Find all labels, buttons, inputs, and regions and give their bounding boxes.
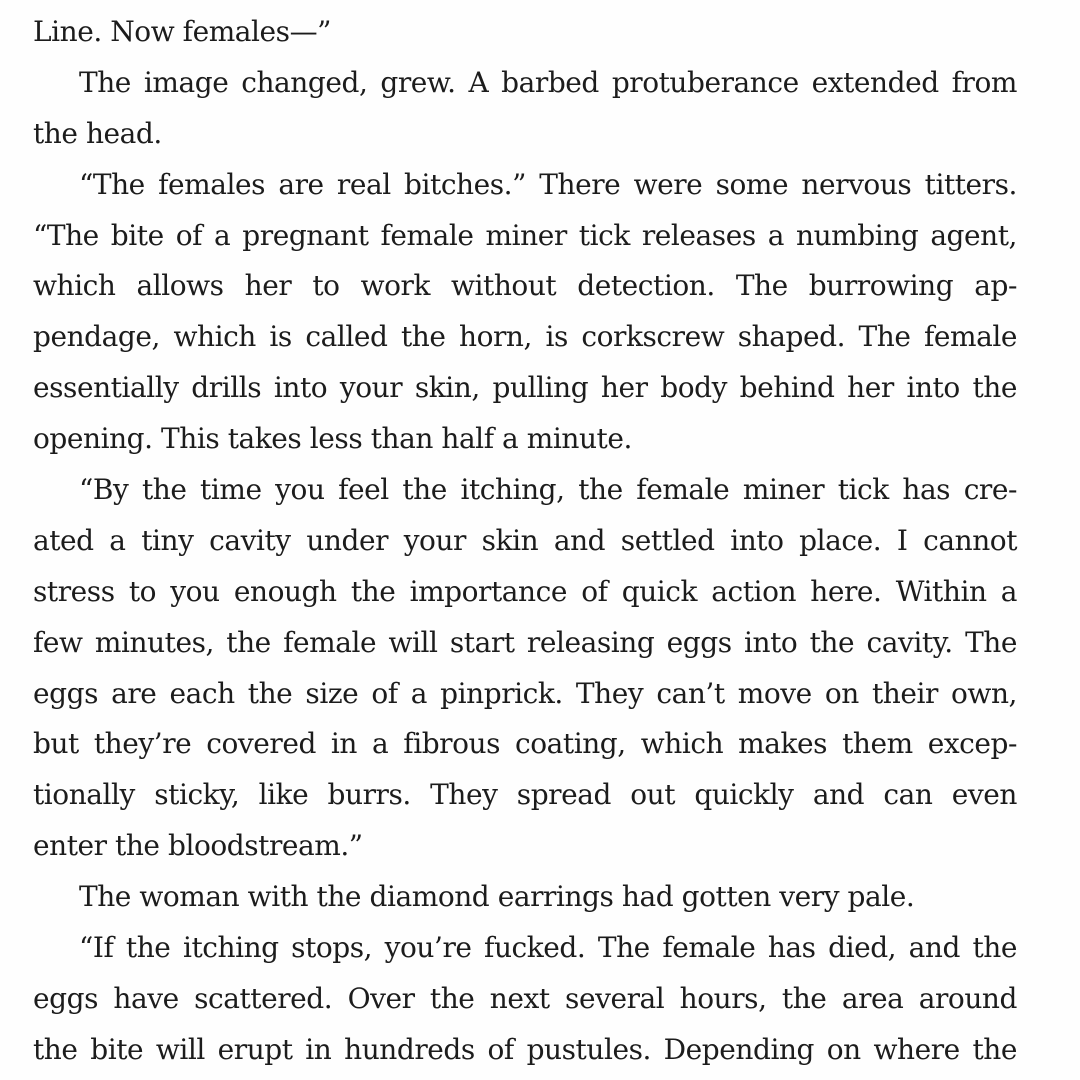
text-line: eggs are each the size of a pinprick. They can’t move on their own, bbox=[33, 676, 1017, 710]
text-line: stress to you enough the importance of quick action here. Within a bbox=[33, 574, 1017, 608]
text-line: “The females are real bitches.” There were some nervous titters. bbox=[79, 167, 1017, 201]
text-line: tionally sticky, like burrs. They spread out quickly and can even bbox=[33, 778, 1017, 812]
text-line: eggs have scattered. Over the next several hours, the area around bbox=[33, 981, 1017, 1015]
text-line: the head. bbox=[33, 116, 162, 150]
text-line: “The bite of a pregnant female miner tick releases a numbing agent, bbox=[33, 218, 1017, 252]
text-line: Line. Now females—” bbox=[33, 15, 332, 48]
text-line: The image changed, grew. A barbed protuberance extended from bbox=[79, 65, 1017, 99]
text-line: essentially drills into your skin, pulling her body behind her into the bbox=[33, 371, 1017, 405]
text-line: enter the bloodstream.” bbox=[33, 829, 363, 863]
body-text bbox=[33, 7, 1017, 1076]
text-line: but they’re covered in a fibrous coating, which makes them excep- bbox=[33, 727, 1017, 761]
text-line: ated a tiny cavity under your skin and settled into place. I cannot bbox=[33, 523, 1017, 557]
text-line: opening. This takes less than half a minute. bbox=[33, 422, 632, 456]
text-line: pendage, which is called the horn, is corkscrew shaped. The female bbox=[33, 320, 1017, 354]
text-line: few minutes, the female will start releasing eggs into the cavity. The bbox=[33, 625, 1017, 659]
text-line: “If the itching stops, you’re fucked. The female has died, and the bbox=[79, 931, 1017, 965]
text-line: the bite will erupt in hundreds of pustules. Depending on where the bbox=[33, 1032, 1017, 1066]
text-line: “By the time you feel the itching, the female miner tick has cre- bbox=[79, 473, 1017, 507]
text-line: which allows her to work without detection. The burrowing ap- bbox=[33, 269, 1017, 303]
text-line: The woman with the diamond earrings had gotten very pale. bbox=[79, 880, 915, 914]
